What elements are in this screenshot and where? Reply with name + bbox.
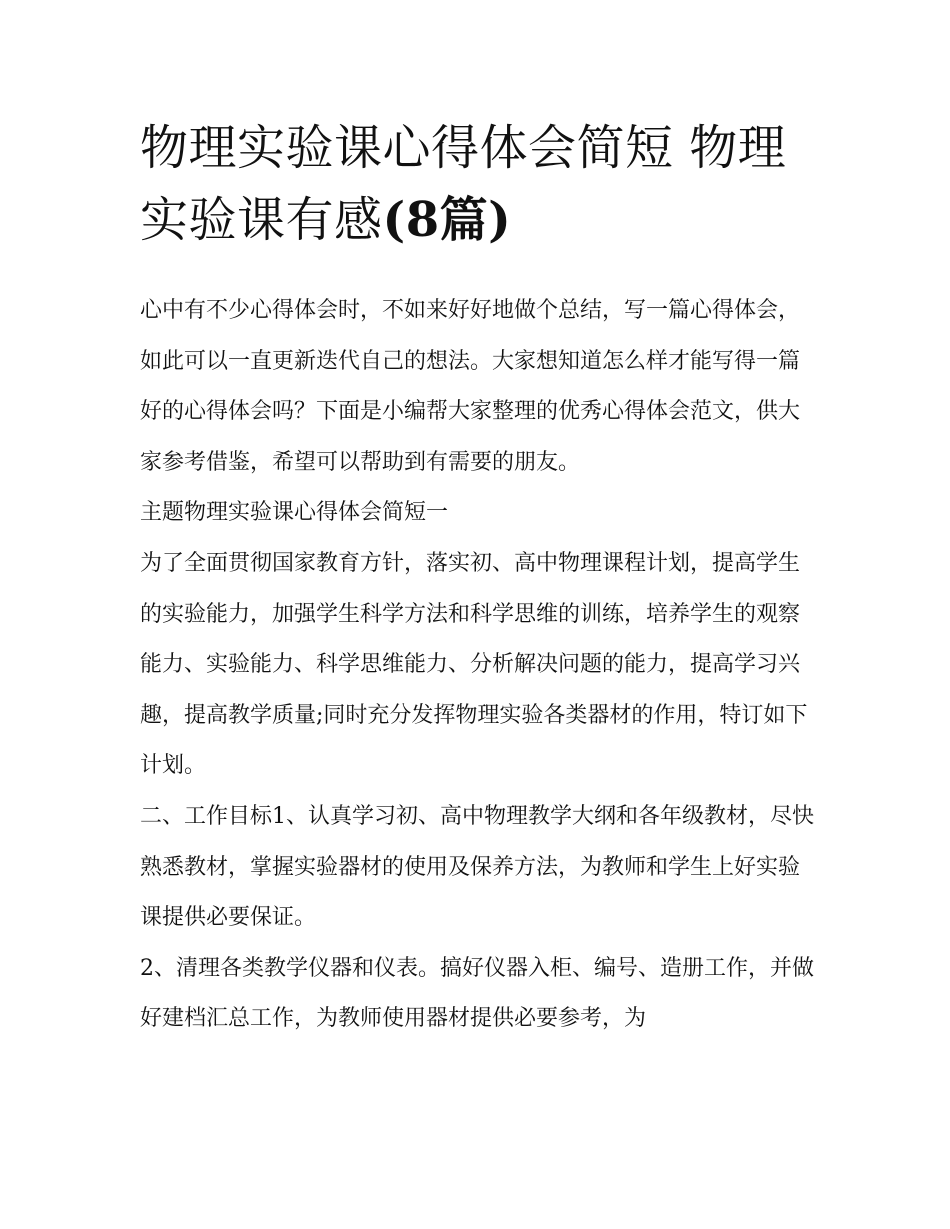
title-text: 物理实验课心得体会简短 物理实验课有感 [140,120,787,248]
document-title [140,112,820,256]
section-heading: 主题物理实验课心得体会简短一 [140,500,449,526]
body-paragraph: 2、清理各类教学仪器和仪表。搞好仪器入柜、编号、造册工作，并做好建档汇总工作，为教师使用器材提供必要参考，为 [140,955,814,1032]
document-page [140,112,820,1045]
body-paragraph: 二、工作目标1、认真学习初、高中物理教学大纲和各年级教材，尽快熟悉教材，掌握实验器材的使用及保养方法，为教师和学生上好实验课提供必要保证。 [140,803,814,931]
intro-paragraph: 心中有不少心得体会时，不如来好好地做个总结，写一篇心得体会，如此可以一直更新迭代自己的想法。大家想知道怎么样才能写得一篇好的心得体会吗？下面是小编帮大家整理的优秀心得体会范文，供大家参考借鉴，希望可以帮助到有需要的朋友。 [140,298,801,475]
title-count: (8篇) [382,192,512,248]
body-paragraph: 为了全面贯彻国家教育方针，落实初、高中物理课程计划，提高学生的实验能力，加强学生科学方法和科学思维的训练，培养学生的观察能力、实验能力、科学思维能力、分析解决问题的能力，提高学习兴趣，提高教学质量;同时充分发挥物理实验各类器材的作用，特订如下计划。 [140,550,808,779]
